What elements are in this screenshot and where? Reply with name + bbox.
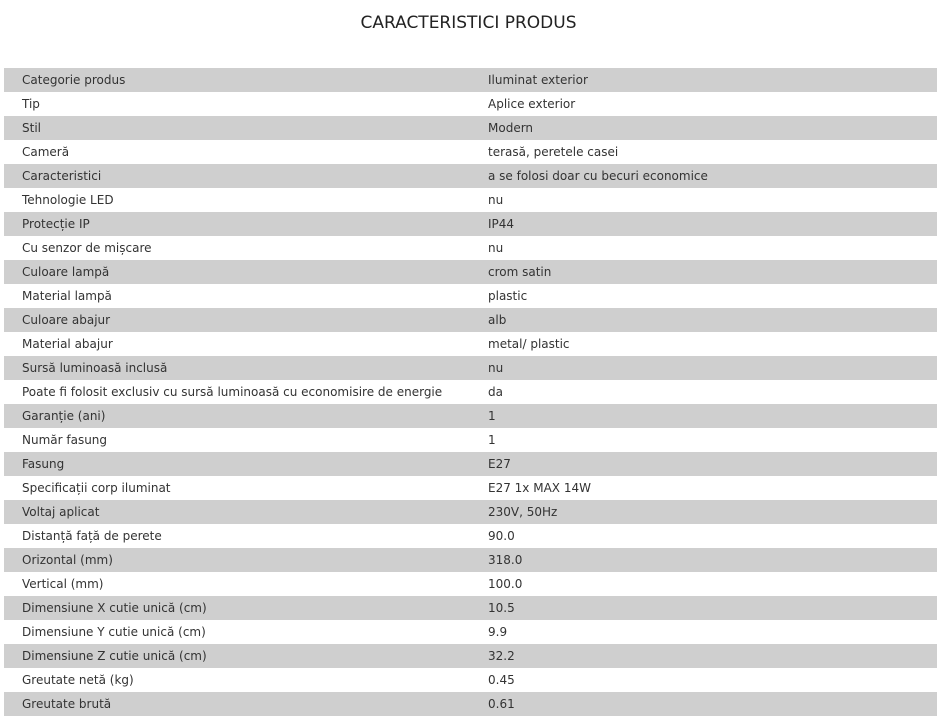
spec-label: Categorie produs — [22, 73, 126, 87]
spec-value: 9.9 — [488, 625, 508, 639]
table-row — [4, 284, 937, 308]
spec-label: Greutate brută — [22, 697, 112, 711]
page-title: CARACTERISTICI PRODUS — [360, 13, 577, 33]
table-row — [4, 332, 937, 356]
table-row — [4, 668, 937, 692]
table-row — [4, 68, 937, 92]
spec-label: Sursă luminoasă inclusă — [22, 361, 168, 375]
spec-label: Garanție (ani) — [22, 409, 106, 423]
spec-label: Material abajur — [22, 337, 113, 351]
spec-label: Cu senzor de mișcare — [22, 241, 152, 255]
table-row — [4, 356, 937, 380]
spec-label: Tip — [22, 97, 40, 111]
table-row — [4, 572, 937, 596]
spec-value: nu — [488, 193, 504, 207]
spec-label: Cameră — [22, 145, 70, 159]
spec-label: Protecție IP — [22, 217, 90, 231]
spec-label: Stil — [22, 121, 41, 135]
table-row — [4, 692, 937, 716]
table-row — [4, 620, 937, 644]
spec-label: Greutate netă (kg) — [22, 673, 134, 687]
spec-value: E27 — [488, 457, 511, 471]
spec-value: terasă, peretele casei — [488, 145, 619, 159]
spec-value: 1 — [488, 433, 496, 447]
table-row — [4, 116, 937, 140]
spec-label: Poate fi folosit exclusiv cu sursă luminoasă cu economisire de energie — [22, 385, 443, 399]
spec-value: 318.0 — [488, 553, 523, 567]
spec-value: metal/ plastic — [488, 337, 570, 351]
spec-label: Dimensiune Z cutie unică (cm) — [22, 649, 207, 663]
table-row — [4, 644, 937, 668]
spec-value: 0.45 — [488, 673, 515, 687]
spec-value: 90.0 — [488, 529, 515, 543]
spec-label: Fasung — [22, 457, 65, 471]
table-row — [4, 260, 937, 284]
spec-value: 100.0 — [488, 577, 523, 591]
spec-value: 1 — [488, 409, 496, 423]
spec-label: Voltaj aplicat — [22, 505, 100, 519]
spec-label: Număr fasung — [22, 433, 108, 447]
spec-value: 0.61 — [488, 697, 515, 711]
spec-value: Iluminat exterior — [488, 73, 588, 87]
spec-value: nu — [488, 241, 504, 255]
spec-value: alb — [488, 313, 507, 327]
spec-table — [4, 68, 937, 716]
spec-value: nu — [488, 361, 504, 375]
spec-label: Caracteristici — [22, 169, 102, 183]
spec-value: 230V, 50Hz — [488, 505, 558, 519]
table-row — [4, 500, 937, 524]
spec-label: Distanță față de perete — [22, 529, 162, 543]
spec-value: IP44 — [488, 217, 515, 231]
spec-label: Specificații corp iluminat — [22, 481, 171, 495]
spec-label: Dimensiune X cutie unică (cm) — [22, 601, 207, 615]
table-row — [4, 212, 937, 236]
table-row — [4, 188, 937, 212]
spec-value: a se folosi doar cu becuri economice — [488, 169, 708, 183]
table-row — [4, 428, 937, 452]
spec-label: Culoare abajur — [22, 313, 111, 327]
table-row — [4, 308, 937, 332]
table-row — [4, 164, 937, 188]
spec-label: Dimensiune Y cutie unică (cm) — [22, 625, 206, 639]
spec-value: plastic — [488, 289, 528, 303]
spec-label: Tehnologie LED — [22, 193, 114, 207]
spec-value: Modern — [488, 121, 534, 135]
table-row — [4, 476, 937, 500]
table-row — [4, 524, 937, 548]
spec-table-body — [4, 68, 937, 716]
table-row — [4, 452, 937, 476]
table-row — [4, 596, 937, 620]
spec-label: Vertical (mm) — [22, 577, 104, 591]
spec-value: crom satin — [488, 265, 552, 279]
spec-value: da — [488, 385, 503, 399]
spec-label: Orizontal (mm) — [22, 553, 113, 567]
spec-value: 10.5 — [488, 601, 515, 615]
table-row — [4, 92, 937, 116]
table-row — [4, 140, 937, 164]
spec-label: Culoare lampă — [22, 265, 110, 279]
spec-label: Material lampă — [22, 289, 112, 303]
table-row — [4, 236, 937, 260]
spec-value: 32.2 — [488, 649, 515, 663]
table-row — [4, 404, 937, 428]
table-row — [4, 380, 937, 404]
table-row — [4, 548, 937, 572]
spec-value: Aplice exterior — [488, 97, 576, 111]
spec-value: E27 1x MAX 14W — [488, 481, 591, 495]
